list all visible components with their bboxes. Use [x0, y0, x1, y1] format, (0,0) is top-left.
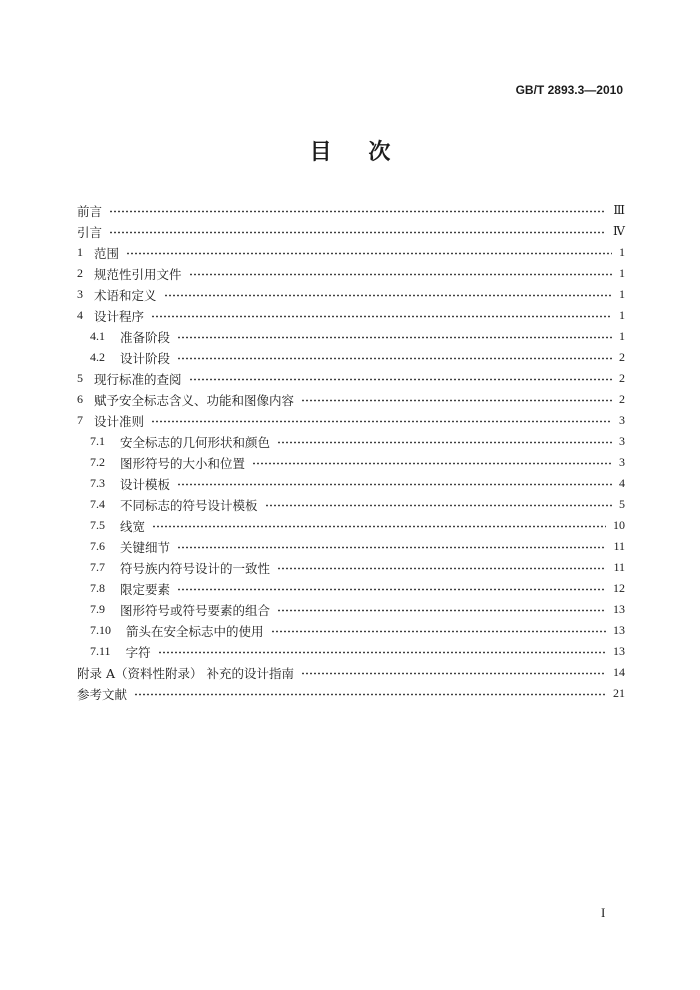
toc-entry-leader — [126, 252, 612, 255]
toc-entry-number: 4.1 — [90, 329, 105, 343]
toc-subentry — [77, 641, 625, 662]
toc-entry-number: 7.10 — [90, 623, 111, 637]
toc-entry-number: 7.6 — [90, 539, 105, 553]
toc-entry-leader — [189, 378, 612, 381]
toc-entry-number: 6 — [77, 392, 83, 406]
toc-entry-number: 5 — [77, 371, 83, 385]
toc-subentry — [77, 452, 625, 473]
toc-entry-page: 21 — [613, 686, 625, 700]
toc-entry-title: 线宽 — [120, 518, 146, 534]
toc-entry-page: 1 — [619, 287, 625, 301]
toc-entry-leader — [301, 672, 606, 675]
toc-entry-leader — [109, 231, 606, 234]
toc-entry-page: 1 — [619, 245, 625, 259]
toc-entry-title: 准备阶段 — [120, 329, 171, 345]
toc-subentry — [77, 494, 625, 515]
toc-entry-leader — [177, 357, 612, 360]
toc-entry-title: 附录 A（资料性附录） 补充的设计指南 — [77, 665, 294, 681]
toc-entry-leader — [158, 651, 606, 654]
toc-entry-leader — [277, 567, 606, 570]
toc-entry-title: 设计模板 — [120, 476, 171, 492]
toc-entry-number: 7.8 — [90, 581, 105, 595]
toc-entry-number: 3 — [77, 287, 83, 301]
standard-number: GB/T 2893.3—2010 — [515, 83, 623, 97]
toc-entry-page: Ⅲ — [613, 203, 625, 217]
toc-entry-leader — [189, 273, 612, 276]
table-of-contents — [77, 200, 625, 704]
toc-subentry — [77, 515, 625, 536]
toc-entry-title: 引言 — [77, 224, 103, 240]
toc-entry-number: 2 — [77, 266, 83, 280]
toc-subentry — [77, 599, 625, 620]
toc-entry-page: 5 — [619, 497, 625, 511]
toc-entry-title: 图形符号的大小和位置 — [120, 455, 246, 471]
toc-subentry — [77, 431, 625, 452]
toc-entry-leader — [277, 441, 612, 444]
toc-entry-page: 12 — [613, 581, 625, 595]
toc-entry-leader — [252, 462, 612, 465]
toc-entry-page: 13 — [613, 623, 625, 637]
toc-entry-page: 2 — [619, 371, 625, 385]
toc-entry-number: 7.4 — [90, 497, 105, 511]
toc-entry-page: 11 — [613, 539, 625, 553]
toc-entry — [77, 662, 625, 683]
toc-entry-page: 13 — [613, 602, 625, 616]
toc-entry-title: 图形符号或符号要素的组合 — [120, 602, 271, 618]
toc-entry-leader — [134, 693, 606, 696]
toc-entry-leader — [151, 315, 612, 318]
toc-entry-title: 术语和定义 — [94, 287, 157, 303]
toc-entry-leader — [177, 546, 606, 549]
toc-entry-title: 参考文献 — [77, 686, 128, 702]
toc-entry-number: 1 — [77, 245, 83, 259]
toc-entry-title: 限定要素 — [120, 581, 171, 597]
toc-entry-page: 14 — [613, 665, 625, 679]
toc-entry-leader — [301, 399, 612, 402]
toc-subentry — [77, 578, 625, 599]
toc-entry-number: 4.2 — [90, 350, 105, 364]
toc-entry — [77, 242, 625, 263]
toc-entry-page: 1 — [619, 329, 625, 343]
toc-entry — [77, 221, 625, 242]
toc-entry — [77, 410, 625, 431]
toc-subentry — [77, 326, 625, 347]
toc-entry-title: 箭头在安全标志中的使用 — [126, 623, 264, 639]
toc-entry-title: 设计阶段 — [120, 350, 171, 366]
toc-entry-number: 7.2 — [90, 455, 105, 469]
toc-entry-page: 2 — [619, 392, 625, 406]
toc-entry-page: 2 — [619, 350, 625, 364]
toc-entry-title: 规范性引用文件 — [94, 266, 182, 282]
toc-entry-title: 字符 — [125, 644, 151, 660]
toc-entry-leader — [109, 210, 606, 213]
toc-entry-leader — [164, 294, 612, 297]
toc-entry-title: 现行标准的查阅 — [94, 371, 182, 387]
toc-entry-leader — [271, 630, 606, 633]
toc-entry — [77, 368, 625, 389]
toc-entry-title: 符号族内符号设计的一致性 — [120, 560, 271, 576]
toc-entry-title: 范围 — [94, 245, 120, 261]
toc-entry-page: 3 — [619, 413, 625, 427]
toc-entry-title: 设计准则 — [94, 413, 145, 429]
toc-subentry — [77, 536, 625, 557]
toc-entry-page: 13 — [613, 644, 625, 658]
page-number: I — [601, 905, 606, 920]
toc-entry-leader — [177, 588, 606, 591]
toc-entry-page: Ⅳ — [613, 224, 625, 238]
toc-entry-page: 4 — [619, 476, 625, 490]
toc-entry-leader — [151, 420, 612, 423]
toc-entry-title: 前言 — [77, 203, 103, 219]
toc-entry-title: 赋予安全标志含义、功能和图像内容 — [94, 392, 295, 408]
toc-entry-title: 安全标志的几何形状和颜色 — [120, 434, 271, 450]
toc-entry-page: 10 — [613, 518, 625, 532]
toc-entry-number: 7.9 — [90, 602, 105, 616]
toc-entry-page: 3 — [619, 434, 625, 448]
toc-entry-leader — [152, 525, 606, 528]
toc-entry-leader — [177, 336, 612, 339]
toc-entry — [77, 683, 625, 704]
toc-entry — [77, 389, 625, 410]
toc-entry-number: 7.5 — [90, 518, 105, 532]
toc-entry — [77, 284, 625, 305]
toc-entry-number: 4 — [77, 308, 83, 322]
toc-subentry — [77, 347, 625, 368]
toc-entry-page: 11 — [613, 560, 625, 574]
toc-entry-number: 7.7 — [90, 560, 105, 574]
toc-subentry — [77, 557, 625, 578]
toc-entry-number: 7 — [77, 413, 83, 427]
toc-entry-leader — [265, 504, 612, 507]
toc-entry-page: 1 — [619, 266, 625, 280]
toc-subentry — [77, 620, 625, 641]
page-title: 目 次 — [309, 140, 391, 165]
toc-entry-title: 设计程序 — [94, 308, 145, 324]
toc-entry-page: 3 — [619, 455, 625, 469]
toc-subentry — [77, 473, 625, 494]
toc-entry-leader — [177, 483, 612, 486]
toc-entry — [77, 263, 625, 284]
toc-entry-number: 7.3 — [90, 476, 105, 490]
toc-entry-leader — [277, 609, 606, 612]
toc-entry — [77, 305, 625, 326]
toc-entry-title: 关键细节 — [120, 539, 171, 555]
toc-entry — [77, 200, 625, 221]
toc-entry-page: 1 — [619, 308, 625, 322]
toc-entry-title: 不同标志的符号设计模板 — [120, 497, 258, 513]
toc-entry-number: 7.1 — [90, 434, 105, 448]
toc-entry-number: 7.11 — [90, 644, 111, 658]
